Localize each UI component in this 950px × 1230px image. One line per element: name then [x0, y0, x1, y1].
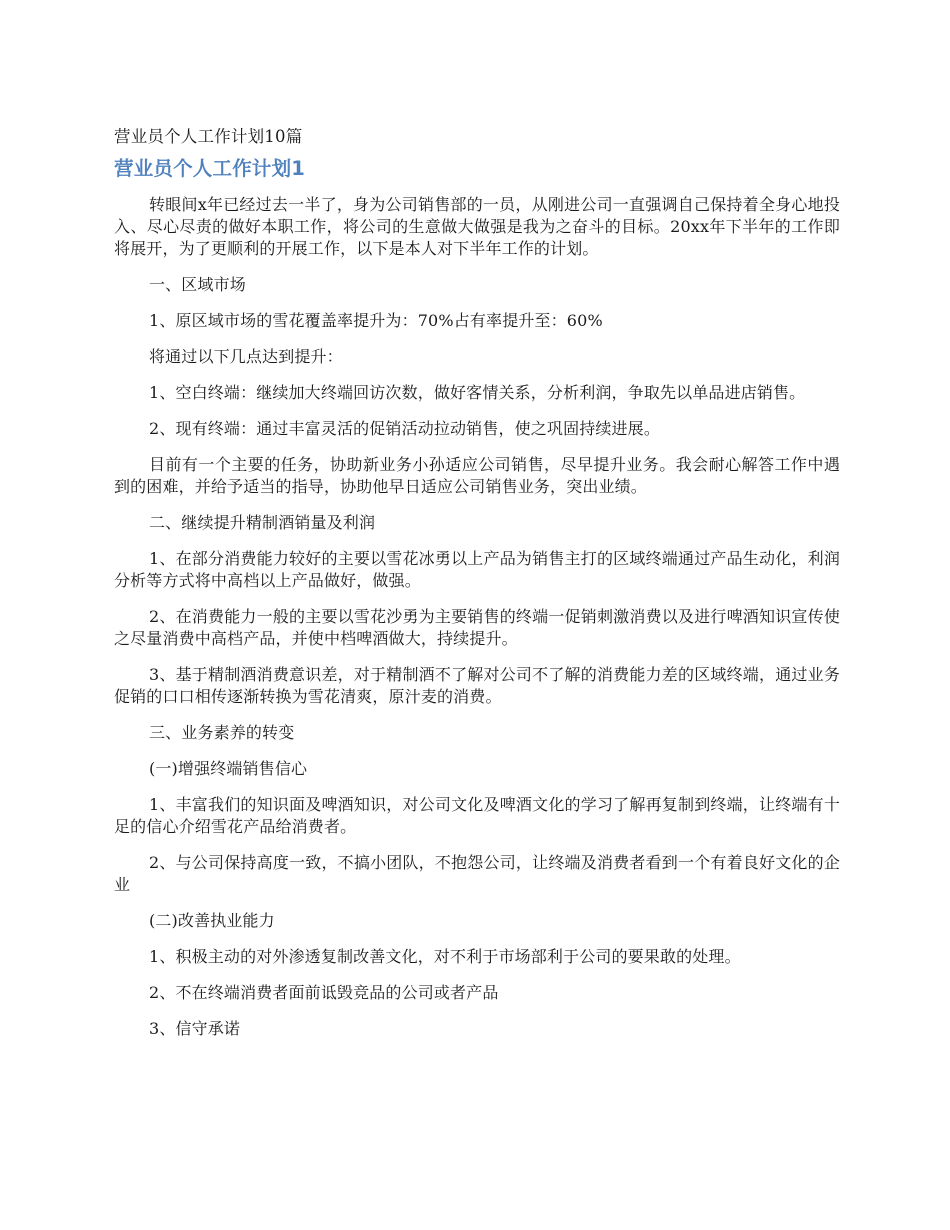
- paragraph-blank-terminals: 1、空白终端：继续加大终端回访次数，做好客情关系，分析利润，争取先以单品进店销售。: [149, 383, 806, 402]
- paragraph-alignment: 2、与公司保持高度一致，不搞小团队，不抱怨公司，让终端及消费者看到一个有着良好文化的企业: [114, 853, 840, 894]
- paragraph-average-areas: 2、在消费能力一般的主要以雪花沙勇为主要销售的终端一促销刺激消费以及进行啤酒知识宣传使之尽量消费中高档产品，并使中档啤酒做大，持续提升。: [114, 607, 840, 648]
- paragraph-section-3-title: 三、业务素养的转变: [149, 723, 295, 742]
- document-title: 营业员个人工作计划10篇: [114, 127, 303, 146]
- paragraph-methods-intro: 将通过以下几点达到提升：: [149, 347, 343, 366]
- paragraph-weak-areas: 3、基于精制酒消费意识差，对于精制酒不了解对公司不了解的消费能力差的区域终端，通过业务促销的口口相传逐渐转换为雪花清爽，原汁麦的消费。: [114, 665, 840, 706]
- paragraph-no-defaming: 2、不在终端消费者面前诋毁竞品的公司或者产品: [149, 983, 499, 1002]
- paragraph-premium-areas: 1、在部分消费能力较好的主要以雪花冰勇以上产品为销售主打的区域终端通过产品生动化，利润分析等方式将中高档以上产品做好，做强。: [114, 549, 840, 590]
- section-heading: 营业员个人工作计划1: [114, 157, 306, 180]
- paragraph-existing-terminals: 2、现有终端：通过丰富灵活的促销活动拉动销售，使之巩固持续进展。: [149, 419, 660, 438]
- paragraph-section-1-title: 一、区域市场: [149, 275, 246, 294]
- paragraph-proactive: 1、积极主动的对外渗透复制改善文化，对不利于市场部利于公司的要果敢的处理。: [149, 947, 741, 966]
- paragraph-coverage-target: 1、原区域市场的雪花覆盖率提升为：70%占有率提升至：60%: [149, 311, 603, 330]
- paragraph-subsection-2-title: (二)改善执业能力: [149, 911, 275, 930]
- paragraph-knowledge: 1、丰富我们的知识面及啤酒知识，对公司文化及啤酒文化的学习了解再复制到终端，让终端有十足的信心介绍雪花产品给消费者。: [114, 795, 840, 836]
- paragraph-intro: 转眼间x年已经过去一半了，身为公司销售部的一员，从刚进公司一直强调自己保持着全身心地投入、尽心尽责的做好本职工作，将公司的生意做大做强是我为之奋斗的目标。20xx年下半年的工作即将展开，为了更顺利的开展工作，以下是本人对下半年工作的计划。: [114, 195, 840, 258]
- paragraph-subsection-1-title: (一)增强终端销售信心: [149, 759, 308, 778]
- document-page: [114, 126, 840, 1054]
- paragraph-section-2-title: 二、继续提升精制酒销量及利润: [149, 513, 376, 532]
- paragraph-main-task: 目前有一个主要的任务，协助新业务小孙适应公司销售，尽早提升业务。我会耐心解答工作中遇到的困难，并给予适当的指导，协助他早日适应公司销售业务，突出业绩。: [114, 455, 840, 496]
- paragraph-keep-promises: 3、信守承诺: [149, 1019, 241, 1038]
